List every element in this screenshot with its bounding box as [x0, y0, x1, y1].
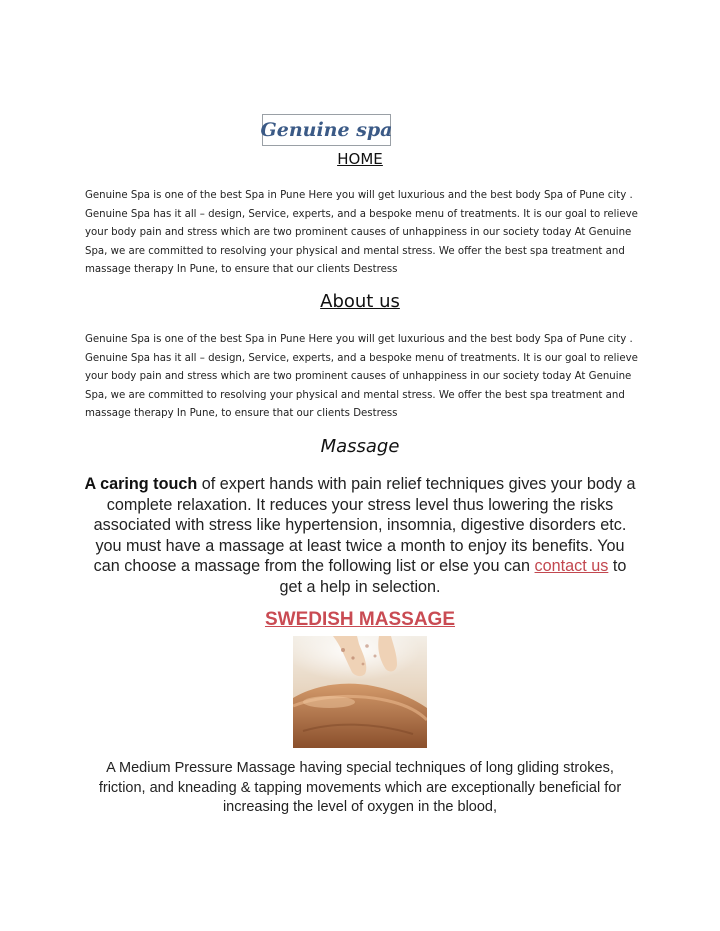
swedish-massage-description: A Medium Pressure Massage having special techniques of long gliding strokes, friction, and kneading & tapping movements which are exceptionally beneficial for increasing the level of oxygen in the blood,: [98, 760, 622, 815]
massage-intro-paragraph: [82, 474, 638, 598]
contact-us-link[interactable]: contact us: [534, 557, 609, 576]
massage-lead-bold: A caring touch: [84, 475, 198, 493]
swedish-massage-heading: SWEDISH MASSAGE: [264, 609, 456, 630]
massage-photo-illustration: [293, 636, 427, 748]
massage-body-tail: to get a help in selection.: [279, 557, 627, 596]
site-title: Genuine spa: [260, 119, 393, 141]
intro-paragraph: Genuine Spa is one of the best Spa in Pune Here you will get luxurious and the best body Spa of Pune city . Genuine Spa has it all – design, Service, experts, and a bespoke menu of treatments. It is our goal to relieve your body pain and stress which are two prominent causes of unhappiness in our society today At Genuine Spa, we are committed to resolving your physical and mental stress. We offer the best spa treatment and massage therapy In Pune, to ensure that our clients Destress: [85, 190, 638, 276]
swedish-massage-photo: [293, 636, 427, 748]
home-nav: [0, 150, 720, 168]
massage-heading: Massage: [320, 436, 400, 457]
massage-body-text: of expert hands with pain relief techniques gives your body a complete relaxation. It reduces your stress level thus lowering the risks associated with stress like hypertension, insomnia, digestive disorders etc. you must have a massage at least twice a month to enjoy its benefits. You can choose a massage from the following list or else you can: [93, 475, 636, 576]
about-heading: About us: [320, 291, 400, 312]
about-paragraph: Genuine Spa is one of the best Spa in Pune Here you will get luxurious and the best body Spa of Pune city . Genuine Spa has it all – design, Service, experts, and a bespoke menu of treatments. It is our goal to relieve your body pain and stress which are two prominent causes of unhappiness in our society today At Genuine Spa, we are committed to resolving your physical and mental stress. We offer the best spa treatment and massage therapy In Pune, to ensure that our clients Destress: [85, 334, 638, 420]
home-link[interactable]: HOME: [337, 150, 383, 168]
site-title-box: [262, 114, 391, 146]
